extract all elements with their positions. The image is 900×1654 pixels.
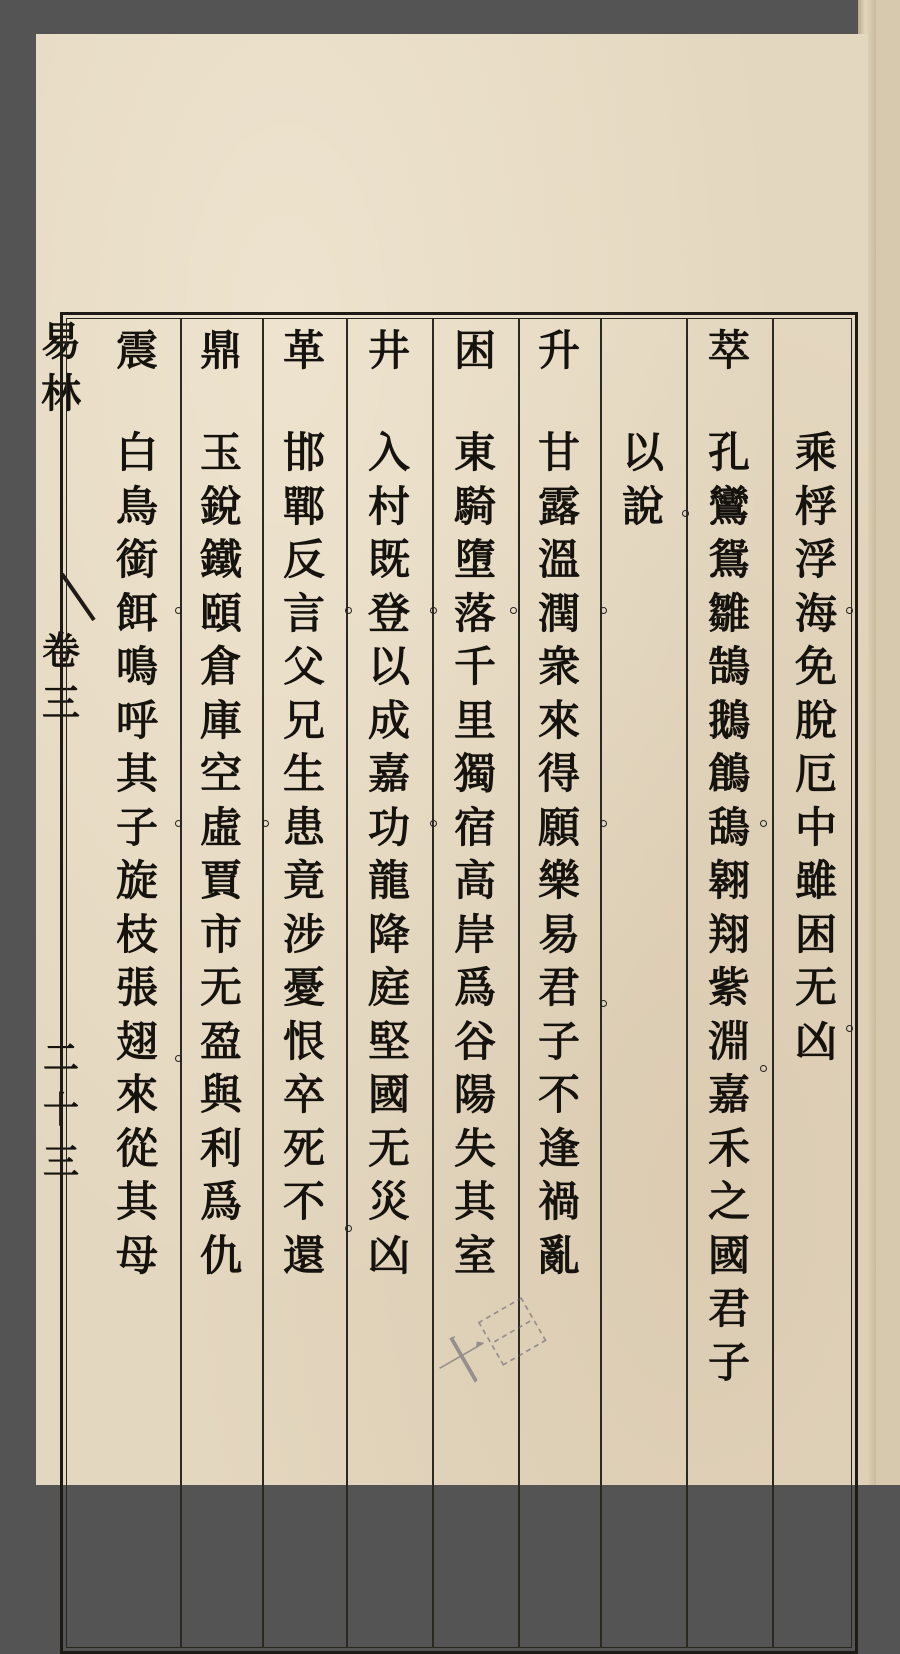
verse-glyph: 雛	[707, 588, 750, 638]
punctuation-circle	[846, 607, 853, 614]
verse-glyph: 卒	[282, 1070, 325, 1119]
verse-glyph: 子	[115, 802, 158, 852]
verse-glyph: 從	[115, 1123, 158, 1173]
column-rule	[600, 318, 602, 1648]
heading-glyph: 井	[367, 326, 410, 375]
column-rule	[518, 318, 520, 1648]
verse-glyph: 浮	[794, 535, 837, 584]
verse-glyph: 其	[115, 749, 158, 798]
verse-glyph: 村	[367, 481, 410, 531]
verse-column	[278, 428, 330, 1288]
verse-glyph: 張	[115, 963, 158, 1012]
verse-glyph: 衆	[537, 642, 580, 691]
verse-glyph: 來	[115, 1070, 158, 1119]
verse-glyph: 千	[453, 642, 496, 691]
punctuation-circle	[175, 820, 182, 827]
verse-glyph: 鳴	[115, 642, 158, 691]
verse-glyph: 谷	[453, 1016, 496, 1066]
verse-glyph: 利	[199, 1123, 242, 1173]
verse-glyph: 涉	[282, 909, 325, 959]
verse-glyph: 鵠	[707, 642, 750, 691]
verse-glyph: 凶	[794, 1016, 837, 1066]
verse-glyph: 龍	[367, 856, 410, 905]
verse-glyph: 不	[282, 1177, 325, 1226]
hexagram-heading	[111, 326, 163, 384]
verse-glyph: 盈	[199, 1016, 242, 1066]
verse-glyph: 鴰	[707, 802, 750, 852]
verse-glyph: 成	[367, 695, 410, 745]
verse-glyph: 銳	[199, 481, 242, 531]
verse-glyph: 雖	[794, 856, 837, 905]
punctuation-circle	[430, 820, 437, 827]
verse-glyph: 桴	[794, 481, 837, 531]
verse-glyph: 白	[115, 428, 158, 477]
verse-glyph: 枝	[115, 909, 158, 959]
margin-glyph: 卷	[41, 628, 80, 673]
verse-glyph: 其	[453, 1177, 496, 1226]
verse-glyph: 東	[453, 428, 496, 477]
verse-glyph: 虛	[199, 802, 242, 852]
verse-glyph: 空	[199, 749, 242, 798]
verse-glyph: 國	[367, 1070, 410, 1119]
verse-glyph: 來	[537, 695, 580, 745]
verse-glyph: 嘉	[367, 749, 410, 798]
verse-glyph: 免	[794, 642, 837, 691]
verse-column	[617, 428, 669, 539]
heading-glyph: 革	[282, 326, 325, 375]
verse-glyph: 子	[537, 1016, 580, 1066]
hexagram-heading	[278, 326, 330, 384]
library-stamp: ⼗⿱	[424, 1291, 555, 1405]
verse-glyph: 母	[115, 1230, 158, 1280]
verse-glyph: 无	[199, 963, 242, 1012]
verse-glyph: 亂	[537, 1230, 580, 1280]
punctuation-circle	[682, 510, 689, 517]
verse-glyph: 恨	[282, 1016, 325, 1066]
verse-glyph: 翱	[707, 856, 750, 905]
verse-glyph: 翅	[115, 1016, 158, 1066]
verse-glyph: 禾	[707, 1123, 750, 1173]
verse-glyph: 樂	[537, 856, 580, 905]
verse-glyph: 鸞	[707, 481, 750, 531]
verse-glyph: 登	[367, 588, 410, 638]
verse-glyph: 海	[794, 588, 837, 638]
margin-glyph: 十	[42, 1089, 79, 1131]
verse-glyph: 鄲	[282, 481, 325, 531]
verse-column	[533, 428, 585, 1288]
verse-glyph: 竟	[282, 856, 325, 905]
verse-glyph: 君	[707, 1284, 750, 1333]
verse-glyph: 爲	[453, 963, 496, 1012]
verse-glyph: 鵝	[707, 695, 750, 745]
verse-glyph: 堅	[367, 1016, 410, 1066]
column-rule	[262, 318, 264, 1648]
verse-column	[195, 428, 247, 1288]
heading-glyph: 鼎	[199, 326, 242, 375]
verse-glyph: 入	[367, 428, 410, 477]
hexagram-heading	[449, 326, 501, 384]
next-page-edge	[876, 0, 900, 1485]
verse-glyph: 賈	[199, 856, 242, 905]
heading-glyph: 萃	[707, 326, 750, 375]
verse-glyph: 死	[282, 1123, 325, 1173]
verse-glyph: 失	[453, 1123, 496, 1173]
heading-glyph: 升	[537, 326, 580, 375]
verse-glyph: 玉	[199, 428, 242, 477]
verse-glyph: 逢	[537, 1123, 580, 1173]
verse-glyph: 鐵	[199, 535, 242, 584]
verse-glyph: 憂	[282, 963, 325, 1012]
verse-glyph: 以	[367, 642, 410, 691]
column-rule	[772, 318, 774, 1648]
verse-glyph: 君	[537, 963, 580, 1012]
verse-glyph: 得	[537, 749, 580, 798]
punctuation-circle	[760, 1065, 767, 1072]
verse-glyph: 邯	[282, 428, 325, 477]
verse-glyph: 爲	[199, 1177, 242, 1226]
verse-column	[363, 428, 415, 1288]
punctuation-circle	[262, 820, 269, 827]
verse-glyph: 市	[199, 909, 242, 959]
hexagram-heading	[703, 326, 755, 384]
punctuation-circle	[345, 1225, 352, 1232]
verse-glyph: 室	[453, 1230, 496, 1280]
column-rule	[686, 318, 688, 1648]
verse-glyph: 以	[621, 428, 664, 477]
punctuation-circle	[846, 1025, 853, 1032]
verse-glyph: 嘉	[707, 1070, 750, 1119]
verse-glyph: 仇	[199, 1230, 242, 1280]
verse-glyph: 患	[282, 802, 325, 852]
hexagram-heading	[363, 326, 415, 384]
punctuation-circle	[600, 607, 607, 614]
verse-glyph: 騎	[453, 481, 496, 531]
verse-glyph: 生	[282, 749, 325, 798]
margin-glyph: 林	[41, 370, 81, 417]
verse-glyph: 脫	[794, 695, 837, 745]
verse-glyph: 墮	[453, 535, 496, 584]
verse-glyph: 子	[707, 1337, 750, 1387]
punctuation-circle	[760, 820, 767, 827]
verse-column	[111, 428, 163, 1288]
verse-glyph: 說	[621, 481, 664, 531]
verse-glyph: 既	[367, 535, 410, 584]
verse-glyph: 翔	[707, 909, 750, 959]
verse-glyph: 紫	[707, 963, 750, 1012]
verse-glyph: 之	[707, 1177, 750, 1226]
verse-glyph: 倉	[199, 642, 242, 691]
hexagram-heading	[195, 326, 247, 384]
punctuation-circle	[600, 820, 607, 827]
verse-glyph: 與	[199, 1070, 242, 1119]
verse-glyph: 乘	[794, 428, 837, 477]
punctuation-circle	[600, 1000, 607, 1007]
verse-glyph: 災	[367, 1177, 410, 1226]
hexagram-heading	[533, 326, 585, 384]
punctuation-circle	[175, 1055, 182, 1062]
verse-glyph: 父	[282, 642, 325, 691]
verse-glyph: 露	[537, 481, 580, 531]
verse-column	[703, 428, 755, 1395]
column-rule	[180, 318, 182, 1648]
verse-glyph: 鶬	[707, 749, 750, 798]
verse-glyph: 餌	[115, 588, 158, 638]
verse-glyph: 庭	[367, 963, 410, 1012]
verse-column	[790, 428, 842, 1074]
verse-glyph: 困	[794, 909, 837, 959]
punctuation-circle	[510, 607, 517, 614]
margin-glyph: 三	[42, 1141, 79, 1183]
verse-glyph: 兄	[282, 695, 325, 745]
verse-glyph: 其	[115, 1177, 158, 1226]
verse-glyph: 不	[537, 1070, 580, 1119]
heading-glyph: 困	[453, 326, 496, 375]
verse-glyph: 願	[537, 802, 580, 852]
verse-glyph: 甘	[537, 428, 580, 477]
verse-glyph: 反	[282, 535, 325, 584]
verse-glyph: 庫	[199, 695, 242, 745]
margin-glyph: 三	[41, 680, 80, 725]
verse-glyph: 无	[367, 1123, 410, 1173]
verse-glyph: 還	[282, 1230, 325, 1280]
verse-glyph: 高	[453, 856, 496, 905]
margin-glyph: 二	[42, 1037, 79, 1079]
verse-glyph: 里	[453, 695, 496, 745]
verse-glyph: 鴛	[707, 535, 750, 584]
verse-glyph: 易	[537, 909, 580, 959]
verse-glyph: 獨	[453, 749, 496, 798]
verse-glyph: 淵	[707, 1016, 750, 1066]
verse-glyph: 凶	[367, 1230, 410, 1280]
verse-glyph: 落	[453, 588, 496, 638]
verse-glyph: 旋	[115, 856, 158, 905]
margin-glyph: 易	[41, 318, 81, 365]
verse-glyph: 呼	[115, 695, 158, 745]
verse-glyph: 功	[367, 802, 410, 852]
verse-glyph: 宿	[453, 802, 496, 852]
verse-glyph: 禍	[537, 1177, 580, 1226]
verse-glyph: 言	[282, 588, 325, 638]
verse-glyph: 潤	[537, 588, 580, 638]
verse-glyph: 國	[707, 1230, 750, 1280]
verse-glyph: 溫	[537, 535, 580, 584]
verse-glyph: 无	[794, 963, 837, 1012]
verse-glyph: 銜	[115, 535, 158, 584]
punctuation-circle	[430, 607, 437, 614]
verse-glyph: 孔	[707, 428, 750, 477]
verse-glyph: 中	[794, 802, 837, 852]
verse-glyph: 頤	[199, 588, 242, 638]
verse-column	[449, 428, 501, 1288]
column-rule	[346, 318, 348, 1648]
punctuation-circle	[175, 607, 182, 614]
verse-glyph: 降	[367, 909, 410, 959]
verse-glyph: 鳥	[115, 481, 158, 531]
punctuation-circle	[345, 607, 352, 614]
verse-glyph: 岸	[453, 909, 496, 959]
heading-glyph: 震	[115, 326, 158, 375]
verse-glyph: 陽	[453, 1070, 496, 1119]
verse-glyph: 厄	[794, 749, 837, 798]
column-rule	[432, 318, 434, 1648]
